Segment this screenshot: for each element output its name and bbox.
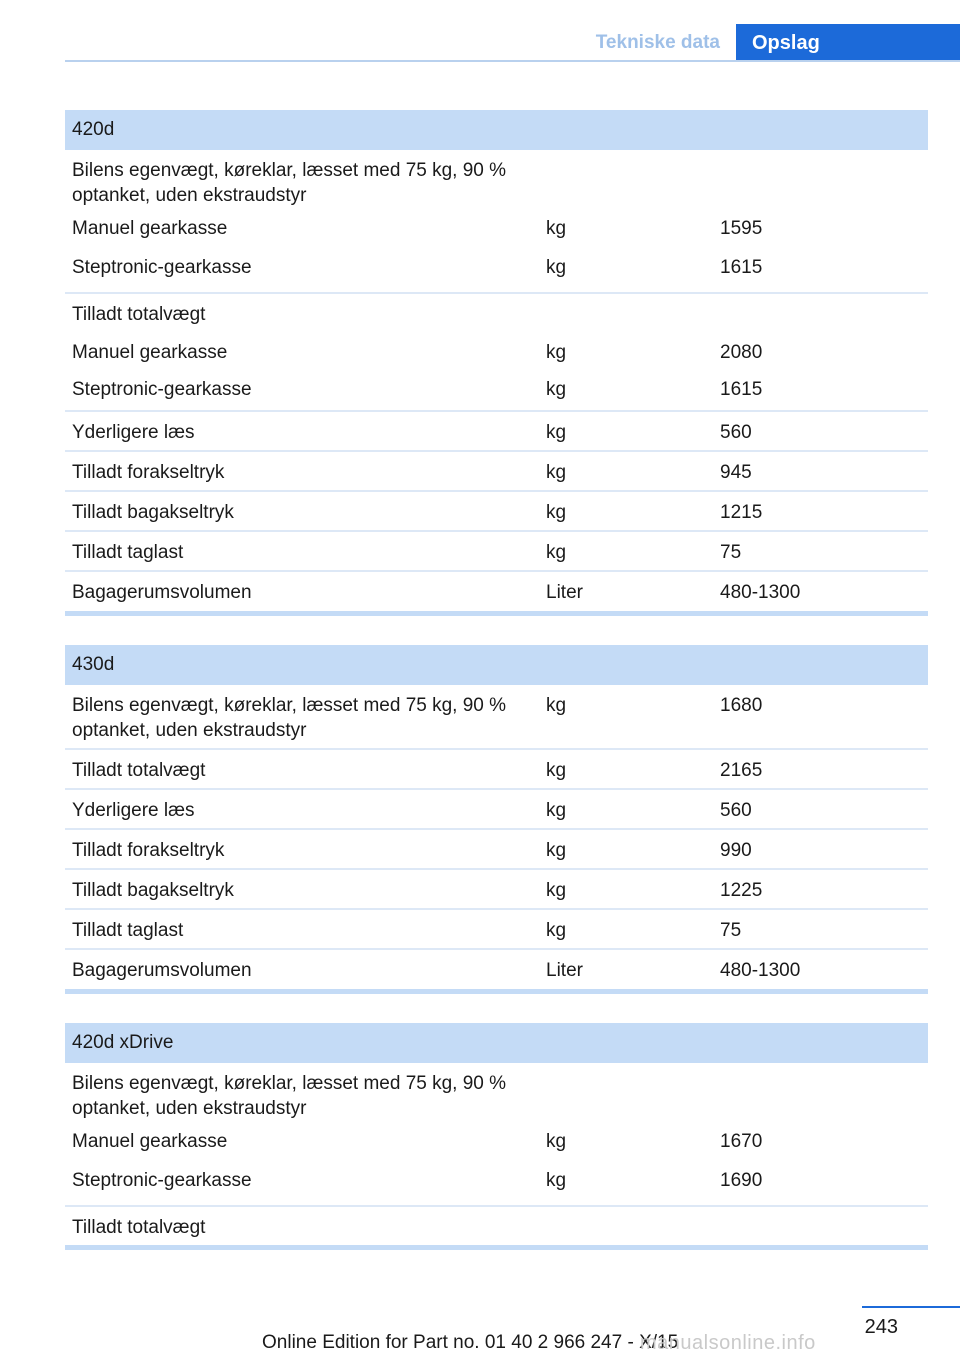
page-number: 243 <box>864 1316 898 1338</box>
row-value: 1615 <box>720 379 763 400</box>
row-label: Manuel gearkasse <box>72 1131 228 1152</box>
row-unit: kg <box>546 760 567 781</box>
row-value: 75 <box>720 920 742 941</box>
row-label: Tilladt forakseltryk <box>72 840 225 861</box>
spec-table-420d <box>65 110 928 616</box>
table-row <box>65 294 928 334</box>
watermark: manualsonline.info <box>640 1332 816 1354</box>
row-value: 1225 <box>720 880 763 901</box>
row-label: Tilladt totalvægt <box>72 760 206 781</box>
row-value: 2165 <box>720 760 763 781</box>
table-row <box>65 532 928 572</box>
table-row <box>65 1129 928 1168</box>
table-row <box>65 216 928 255</box>
row-value: 480-1300 <box>720 960 801 981</box>
row-value: 1615 <box>720 257 763 278</box>
table-row <box>65 334 928 373</box>
table-row <box>65 870 928 910</box>
table-row <box>65 492 928 532</box>
row-unit: Liter <box>546 960 583 981</box>
row-label: Yderligere læs <box>72 800 195 821</box>
table-row <box>65 373 928 412</box>
row-value: 75 <box>720 542 742 563</box>
active-tab-opslag[interactable]: Opslag <box>736 24 960 62</box>
row-value: 990 <box>720 840 752 861</box>
row-unit: kg <box>546 880 567 901</box>
row-unit: kg <box>546 342 567 363</box>
table-row <box>65 412 928 452</box>
row-label: Tilladt bagakseltryk <box>72 880 234 901</box>
row-value: 1670 <box>720 1131 763 1152</box>
spec-table-430d <box>65 645 928 994</box>
row-unit: kg <box>546 379 567 400</box>
table-row <box>65 150 928 216</box>
row-label: Tilladt taglast <box>72 920 184 941</box>
row-unit: kg <box>546 462 567 483</box>
row-value: 1690 <box>720 1170 763 1191</box>
row-label: Tilladt totalvægt <box>72 304 206 325</box>
row-label: Tilladt forakseltryk <box>72 462 225 483</box>
footer-rule <box>862 1306 960 1308</box>
table-row <box>65 910 928 950</box>
table-row <box>65 255 928 294</box>
table-row <box>65 572 928 616</box>
row-label: Bagagerumsvolumen <box>72 582 252 603</box>
row-label: Tilladt totalvægt <box>72 1217 206 1238</box>
row-label: Manuel gearkasse <box>72 218 228 239</box>
table-row <box>65 1207 928 1250</box>
table-row <box>65 685 928 750</box>
row-unit: Liter <box>546 582 583 603</box>
page-header <box>0 24 960 62</box>
table-row <box>65 1063 928 1129</box>
row-label: Bilens egenvægt, køreklar, læsset med 75 kg, 90 % optanket, uden ekstraudstyr <box>72 695 507 741</box>
row-label: Yderligere læs <box>72 422 195 443</box>
row-unit: kg <box>546 502 567 523</box>
spec-table-420d-xdrive <box>65 1023 928 1250</box>
table-row <box>65 750 928 790</box>
table-title: 430d <box>65 645 928 685</box>
row-label: Bilens egenvægt, køreklar, læsset med 75 kg, 90 % optanket, uden ekstraudstyr <box>72 1073 507 1119</box>
row-unit: kg <box>546 218 567 239</box>
row-value: 1595 <box>720 218 763 239</box>
row-label: Bagagerumsvolumen <box>72 960 252 981</box>
row-unit: kg <box>546 257 567 278</box>
header-rule <box>65 60 960 62</box>
row-value: 2080 <box>720 342 763 363</box>
row-label: Steptronic-gearkasse <box>72 1170 252 1191</box>
row-value: 560 <box>720 800 752 821</box>
row-unit: kg <box>546 1131 567 1152</box>
row-label: Bilens egenvægt, køreklar, læsset med 75 kg, 90 % optanket, uden ekstraudstyr <box>72 160 507 206</box>
row-value: 1215 <box>720 502 763 523</box>
row-label: Tilladt bagakseltryk <box>72 502 234 523</box>
row-value: 480-1300 <box>720 582 801 603</box>
row-unit: kg <box>546 422 567 443</box>
row-label: Steptronic-gearkasse <box>72 257 252 278</box>
row-value: 560 <box>720 422 752 443</box>
table-title: 420d <box>65 110 928 150</box>
table-title: 420d xDrive <box>65 1023 928 1063</box>
row-unit: kg <box>546 695 567 716</box>
row-unit: kg <box>546 1170 567 1191</box>
row-unit: kg <box>546 840 567 861</box>
row-value: 945 <box>720 462 752 483</box>
row-unit: kg <box>546 800 567 821</box>
row-label: Steptronic-gearkasse <box>72 379 252 400</box>
table-row <box>65 452 928 492</box>
row-label: Tilladt taglast <box>72 542 184 563</box>
table-row <box>65 950 928 994</box>
table-row <box>65 1168 928 1207</box>
row-unit: kg <box>546 542 567 563</box>
row-value: 1680 <box>720 695 763 716</box>
edition-note: Online Edition for Part no. 01 40 2 966 247 - X/15 <box>262 1332 679 1353</box>
table-row <box>65 830 928 870</box>
row-unit: kg <box>546 920 567 941</box>
table-row <box>65 790 928 830</box>
section-tab[interactable]: Tekniske data <box>595 32 720 53</box>
row-label: Manuel gearkasse <box>72 342 228 363</box>
